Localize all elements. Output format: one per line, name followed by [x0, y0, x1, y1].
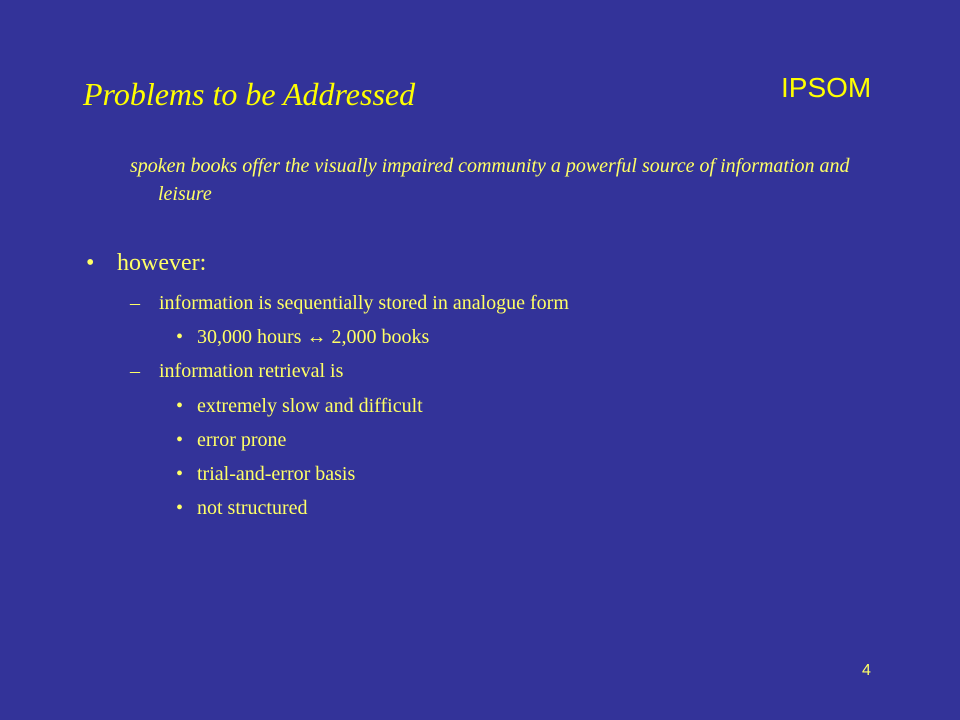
- bullet-marker: •: [176, 326, 184, 348]
- sub-item-text: error prone: [197, 429, 287, 451]
- sub-item: [176, 326, 429, 349]
- sub-item: [176, 463, 355, 486]
- sub-item: [176, 497, 308, 520]
- dash-marker: –: [130, 292, 140, 314]
- bullet-marker: •: [176, 395, 184, 417]
- bullet-marker: •: [176, 429, 184, 451]
- bullet-marker: •: [176, 497, 184, 519]
- sub-point: [130, 360, 343, 383]
- intro-text: spoken books offer the visually impaired community a powerful source of information and leisure: [130, 155, 850, 205]
- sub-item-text: 30,000 hours ↔ 2,000 books: [197, 326, 430, 348]
- main-bullet-text: however:: [117, 250, 207, 276]
- dash-marker: –: [130, 360, 140, 382]
- sub-point-text: information retrieval is: [159, 360, 344, 382]
- page-number: 4: [862, 662, 871, 679]
- main-bullet: [86, 250, 206, 277]
- sub-item: [176, 395, 423, 418]
- sub-item: [176, 429, 286, 452]
- sub-item-text: trial-and-error basis: [197, 463, 356, 485]
- bullet-marker: •: [86, 250, 95, 276]
- slide-title: Problems to be Addressed: [83, 76, 416, 112]
- sub-point-text: information is sequentially stored in analogue form: [159, 292, 569, 314]
- bullet-marker: •: [176, 463, 184, 485]
- sub-item-text: not structured: [197, 497, 308, 519]
- sub-item-text: extremely slow and difficult: [197, 395, 423, 417]
- brand-label: IPSOM: [781, 72, 872, 103]
- sub-point: [130, 292, 569, 315]
